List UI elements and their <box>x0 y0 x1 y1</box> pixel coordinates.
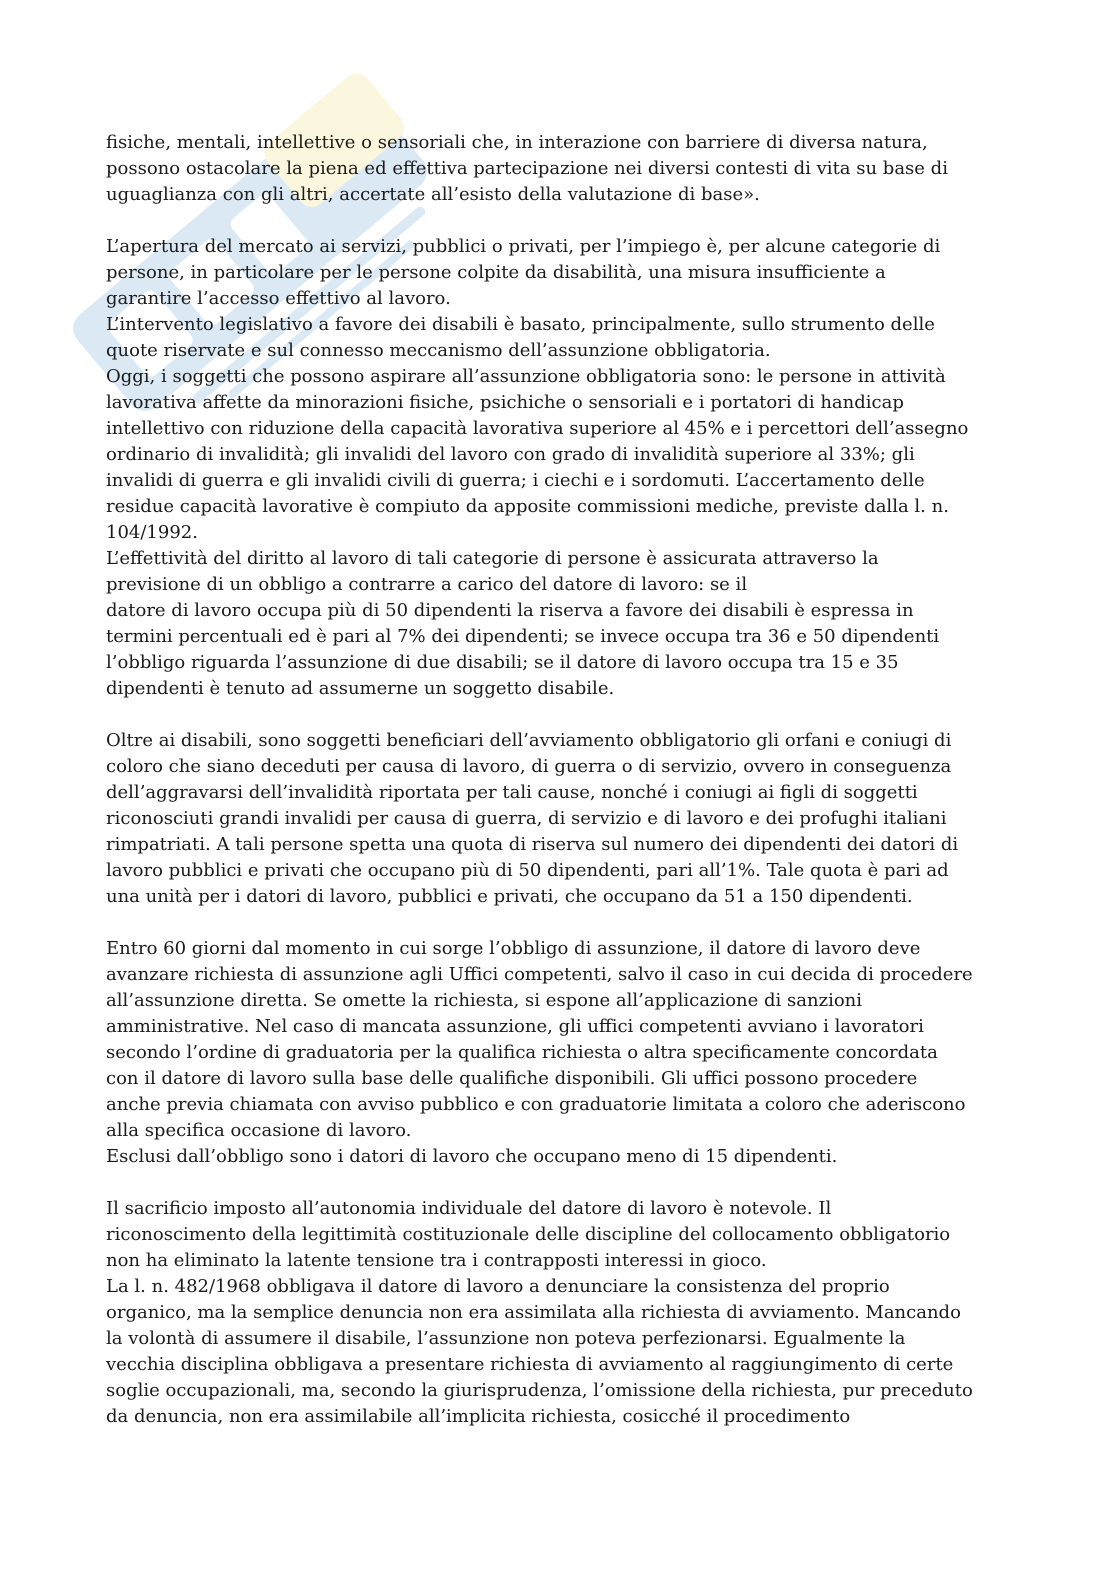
paragraph: Oltre ai disabili, sono soggetti beneficiari dell’avviamento obbligatorio gli orfani e coniugi di coloro che siano deceduti per causa di lavoro, di guerra o di servizio, ovvero in conseguenza dell’aggravarsi dell’invalidità riportata per tali cause, nonché i coniugi ai figli di soggetti riconosciuti grandi invalidi per causa di guerra, di servizio e di lavoro e dei profughi italiani rimpatriati. A tali persone spetta una quota di riserva sul numero dei dipendenti dei datori di lavoro pubblici e privati che occupano più di 50 dipendenti, pari all’1%. Tale quota è pari ad una unità per i datori di lavoro, pubblici e privati, che occupano da 51 a 150 dipendenti. <box>106 730 959 907</box>
paragraph: fisiche, mentali, intellettive o sensoriali che, in interazione con barriere di diversa natura, possono ostacolare la piena ed effettiva partecipazione nei diversi contesti di vita su base di uguaglianza con gli altri, accertate all’esisto della valutazione di base». <box>106 132 948 205</box>
paragraph: Entro 60 giorni dal momento in cui sorge l’obbligo di assunzione, il datore di lavoro deve avanzare richiesta di assunzione agli Uffici competenti, salvo il caso in cui decida di procedere all’assunzione diretta. Se omette la richiesta, si espone all’applicazione di sanzioni amministrative. Nel caso di mancata assunzione, gli uffici competenti avviano i lavoratori secondo l’ordine di graduatoria per la qualifica richiesta o altra specificamente concordata con il datore di lavoro sulla base delle qualifiche disponibili. Gli uffici possono procedere anche previa chiamata con avviso pubblico e con graduatorie limitata a coloro che aderiscono alla specifica occasione di lavoro. <box>106 938 973 1141</box>
paragraph: L’apertura del mercato ai servizi, pubblici o privati, per l’impiego è, per alcune categorie di persone, in particolare per le persone colpite da disabilità, una misura insufficiente a garantire l’accesso effettivo al lavoro. <box>106 236 941 309</box>
paragraph: L’effettività del diritto al lavoro di tali categorie di persone è assicurata attraverso la previsione di un obbligo a contrarre a carico del datore di lavoro: se il datore di lavoro occupa più di 50 dipendenti la riserva a favore dei disabili è espressa in termini percentuali ed è pari al 7% dei dipendenti; se invece occupa tra 36 e 50 dipendenti l’obbligo riguarda l’assunzione di due disabili; se il datore di lavoro occupa tra 15 e 35 dipendenti è tenuto ad assumerne un soggetto disabile. <box>106 548 940 699</box>
paragraph: Il sacrificio imposto all’autonomia individuale del datore di lavoro è notevole. Il riconoscimento della legittimità costituzionale delle discipline del collocamento obbligatorio non ha eliminato la latente tensione tra i contrapposti interessi in gioco. <box>106 1198 951 1271</box>
paragraph: La l. n. 482/1968 obbligava il datore di lavoro a denunciare la consistenza del proprio organico, ma la semplice denuncia non era assimilata alla richiesta di avviamento. Mancando la volontà di assumere il disabile, l’assunzione non poteva perfezionarsi. Egualmente la vecchia disciplina obbligava a presentare richiesta di avviamento al raggiungimento di certe soglie occupazionali, ma, secondo la giurisprudenza, l’omissione della richiesta, pur preceduto da denuncia, non era assimilabile all’implicita richiesta, cosicché il procedimento <box>106 1276 973 1427</box>
paragraph: Oggi, i soggetti che possono aspirare all’assunzione obbligatoria sono: le persone in attività lavorativa affette da minorazioni fisiche, psichiche o sensoriali e i portatori di handicap intellettivo con riduzione della capacità lavorativa superiore al 45% e i percettori dell’assegno ordinario di invalidità; gli invalidi del lavoro con grado di invalidità superiore al 33%; gli invalidi di guerra e gli invalidi civili di guerra; i ciechi e i sordomuti. L’accertamento delle residue capacità lavorative è compiuto da apposite commissioni mediche, previste dalla l. n. 104/1992. <box>106 366 969 543</box>
paragraph: Esclusi dall’obbligo sono i datori di lavoro che occupano meno di 15 dipendenti. <box>106 1146 838 1167</box>
document-body <box>106 130 1011 1430</box>
paragraph: L’intervento legislativo a favore dei disabili è basato, principalmente, sullo strumento delle quote riservate e sul connesso meccanismo dell’assunzione obbligatoria. <box>106 314 935 361</box>
